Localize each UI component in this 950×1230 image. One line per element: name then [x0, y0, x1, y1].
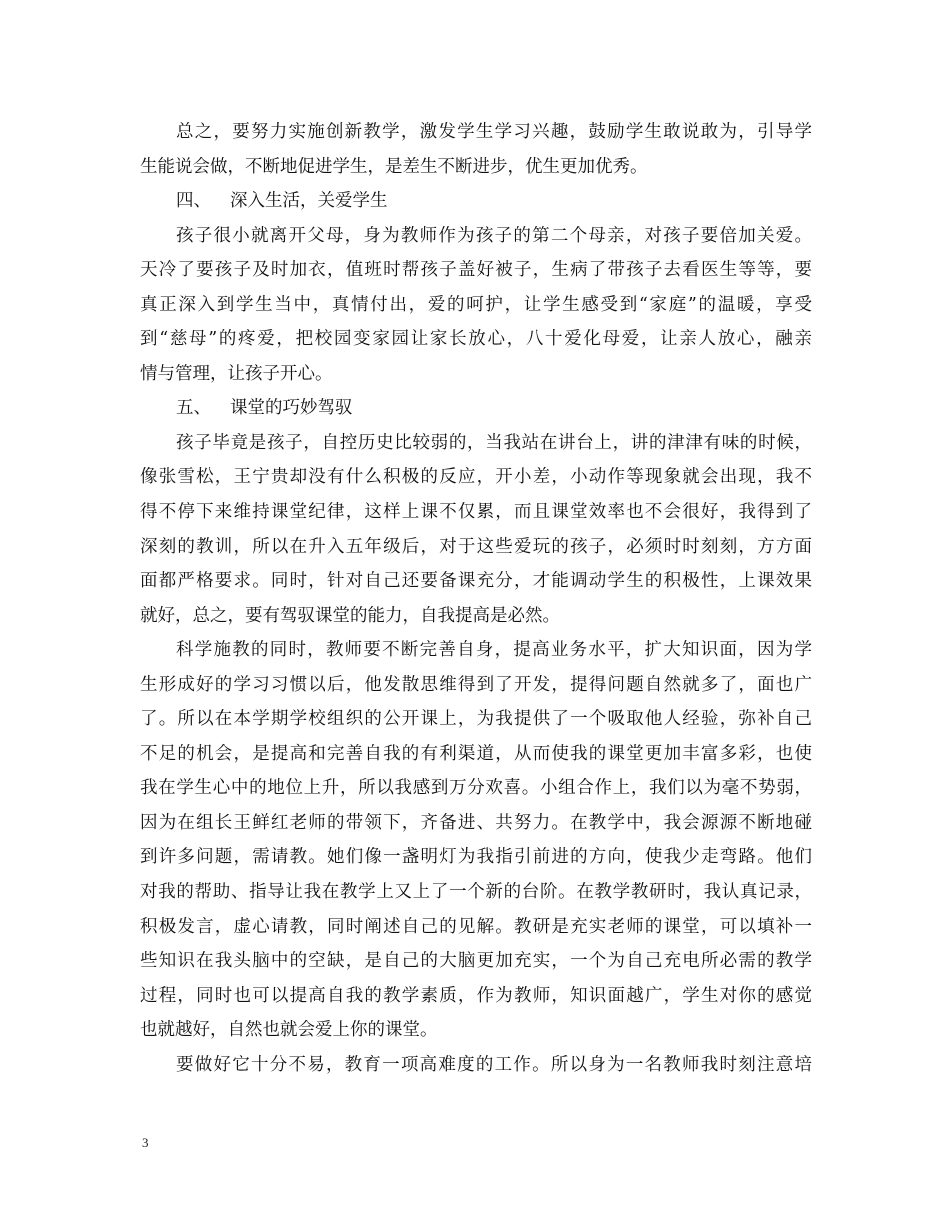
- text-line: 就好，总之，要有驾驭课堂的能力，自我提高是必然。: [140, 605, 560, 626]
- page-number: 3: [142, 1135, 149, 1150]
- text-line: 我在学生心中的地位上升，所以我感到万分欢喜。小组合作上，我们以为毫不势弱，: [140, 778, 812, 799]
- text-line: 孩子很小就离开父母，身为教师作为孩子的第二个母亲，对孩子要倍加关爱。: [176, 225, 812, 246]
- text-line: 过程，同时也可以提高自我的教学素质，作为教师，知识面越广，学生对你的感觉: [140, 985, 812, 1006]
- text-line: 了。所以在本学期学校组织的公开课上，为我提供了一个吸取他人经验，弥补自己: [140, 709, 812, 730]
- text-line: 生形成好的学习习惯以后，他发散思维得到了开发，提得问题自然就多了，面也广: [140, 674, 812, 695]
- text-line: 情与管理，让孩子开心。: [140, 363, 333, 384]
- section-number: 五、: [176, 398, 211, 419]
- text-line: 积极发言，虚心请教，同时阐述自己的见解。教研是充实老师的课堂，可以填补一: [140, 916, 812, 937]
- section-number: 四、: [176, 191, 211, 212]
- text-line: 科学施教的同时，教师要不断完善自身，提高业务水平，扩大知识面，因为学: [176, 640, 812, 661]
- section-heading: [140, 184, 812, 219]
- text-line: 真正深入到学生当中，真情付出，爱的呵护，让学生感受到“家庭”的温暖，享受: [140, 294, 812, 315]
- text-line: 孩子毕竟是孩子，自控历史比较弱的，当我站在讲台上，讲的津津有味的时候，: [176, 432, 812, 453]
- section-heading: [140, 391, 812, 426]
- text-line: 因为在组长王鲜红老师的带领下，齐备进、共努力。在教学中，我会源源不断地碰: [140, 812, 812, 833]
- section-title: 课堂的巧妙驾驭: [230, 398, 353, 419]
- section-title: 深入生活，关爱学生: [230, 191, 388, 212]
- document-body: [140, 115, 812, 1082]
- text-line: 到“慈母”的疼爱，把校园变家园让家长放心，八十爱化母爱，让亲人放心，融亲: [140, 329, 812, 350]
- text-line: 天冷了要孩子及时加衣，值班时帮孩子盖好被子，生病了带孩子去看医生等等，要: [140, 260, 812, 281]
- text-line: 得不停下来维持课堂纪律，这样上课不仅累，而且课堂效率也不会很好，我得到了: [140, 502, 812, 523]
- text-line: 像张雪松，王宁贵却没有什么积极的反应，开小差，小动作等现象就会出现，我不: [140, 467, 812, 488]
- text-line: 到许多问题，需请教。她们像一盏明灯为我指引前进的方向，使我少走弯路。他们: [140, 847, 812, 868]
- text-line: 深刻的教训，所以在升入五年级后，对于这些爱玩的孩子，必须时时刻刻，方方面: [140, 536, 812, 557]
- text-line: 对我的帮助、指导让我在教学上又上了一个新的台阶。在教学教研时，我认真记录，: [140, 882, 812, 903]
- text-line: 也就越好，自然也就会爱上你的课堂。: [140, 1020, 438, 1041]
- text-line: 面都严格要求。同时，针对自己还要备课充分，才能调动学生的积极性，上课效果: [140, 571, 812, 592]
- text-line: 总之，要努力实施创新教学，激发学生学习兴趣，鼓励学生敢说敢为，引导学: [176, 122, 812, 142]
- text-line: 不足的机会，是提高和完善自我的有利渠道，从而使我的课堂更加丰富多彩，也使: [140, 743, 812, 764]
- text-line: 生能说会做，不断地促进学生，是差生不断进步，优生更加优秀。: [140, 156, 648, 177]
- text-line: 要做好它十分不易，教育一项高难度的工作。所以身为一名教师我时刻注意培: [176, 1054, 812, 1075]
- text-line: 些知识在我头脑中的空缺，是自己的大脑更加充实，一个为自己充电所必需的教学: [140, 951, 812, 972]
